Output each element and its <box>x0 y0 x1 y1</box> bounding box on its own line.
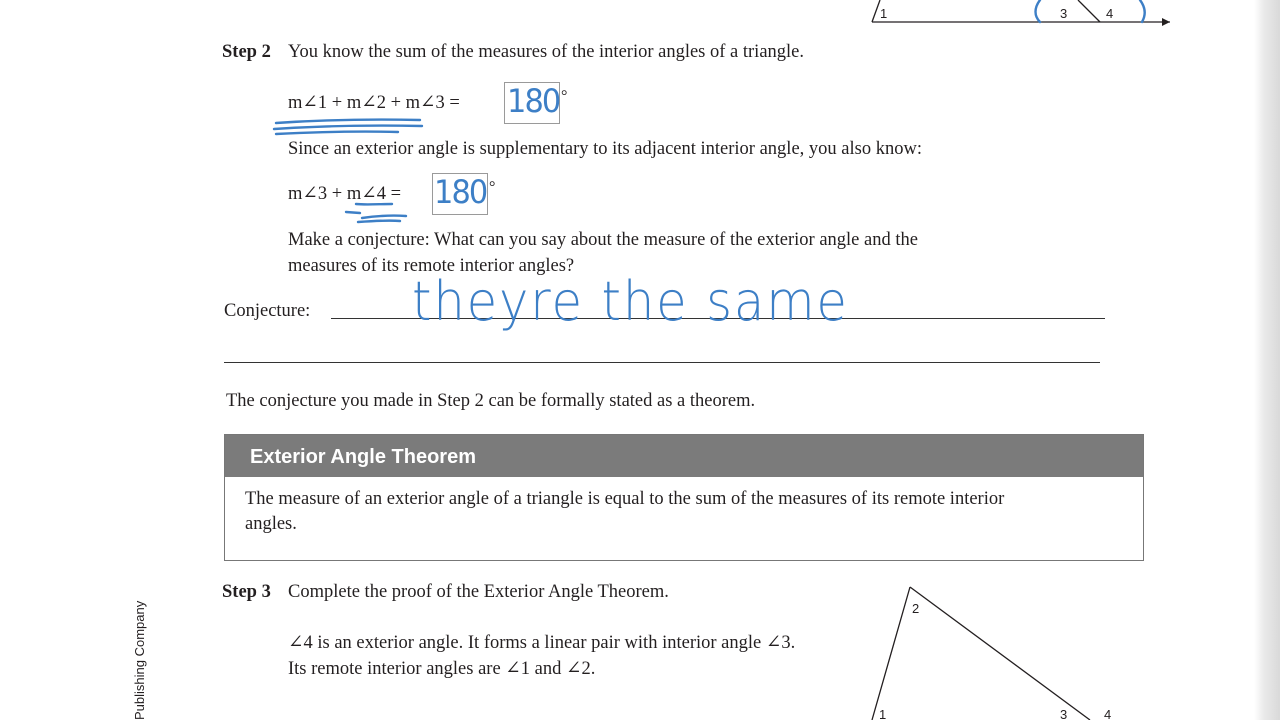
equation2-handwritten-answer: 180 <box>434 173 487 211</box>
step2-label: Step 2 <box>222 42 271 62</box>
theorem-title: Exterior Angle Theorem <box>225 435 1143 477</box>
conjecture-label: Conjecture: <box>224 301 311 321</box>
step3-line1: ∠4 is an exterior angle. It forms a linear pair with interior angle ∠3. <box>288 633 796 653</box>
formal-statement: The conjecture you made in Step 2 can be formally stated as a theorem. <box>226 391 756 411</box>
step2-text: You know the sum of the measures of the interior angles of a triangle. <box>288 42 805 62</box>
bottom-figure-label-1: 1 <box>879 707 887 720</box>
equation2: m∠3 + m∠4 = <box>288 184 402 204</box>
bottom-figure-label-4: 4 <box>1104 707 1112 720</box>
top-figure-label-4: 4 <box>1106 6 1114 21</box>
equation2-ink <box>346 204 406 222</box>
conjecture-handwritten-answer: theyre the same <box>412 270 849 333</box>
conjecture-prompt-line1: Make a conjecture: What can you say about the measure of the exterior angle and the <box>288 230 918 250</box>
step3-line2: Its remote interior angles are ∠1 and ∠2. <box>288 659 596 679</box>
conjecture-prompt-line2: measures of its remote interior angles? <box>288 256 575 276</box>
step3-text: Complete the proof of the Exterior Angle Theorem. <box>288 582 669 602</box>
equation2-degree: ° <box>489 179 496 196</box>
equation1-underline-ink <box>274 120 422 134</box>
top-figure-label-3: 3 <box>1060 6 1068 21</box>
side-credit: Publishing Company <box>132 600 147 720</box>
equation1-handwritten-answer: 180 <box>507 82 560 120</box>
since-text: Since an exterior angle is supplementary to its adjacent interior angle, you also know: <box>288 139 922 159</box>
theorem-body: The measure of an exterior angle of a triangle is equal to the sum of the measures of its remote interior angles. <box>245 489 1005 534</box>
top-figure-label-1: 1 <box>880 6 888 21</box>
equation1: m∠1 + m∠2 + m∠3 = <box>288 93 460 113</box>
bottom-figure-label-2: 2 <box>912 601 920 616</box>
equation1-degree: ° <box>561 88 568 105</box>
bottom-figure-label-3: 3 <box>1060 707 1068 720</box>
step3-label: Step 3 <box>222 582 271 602</box>
